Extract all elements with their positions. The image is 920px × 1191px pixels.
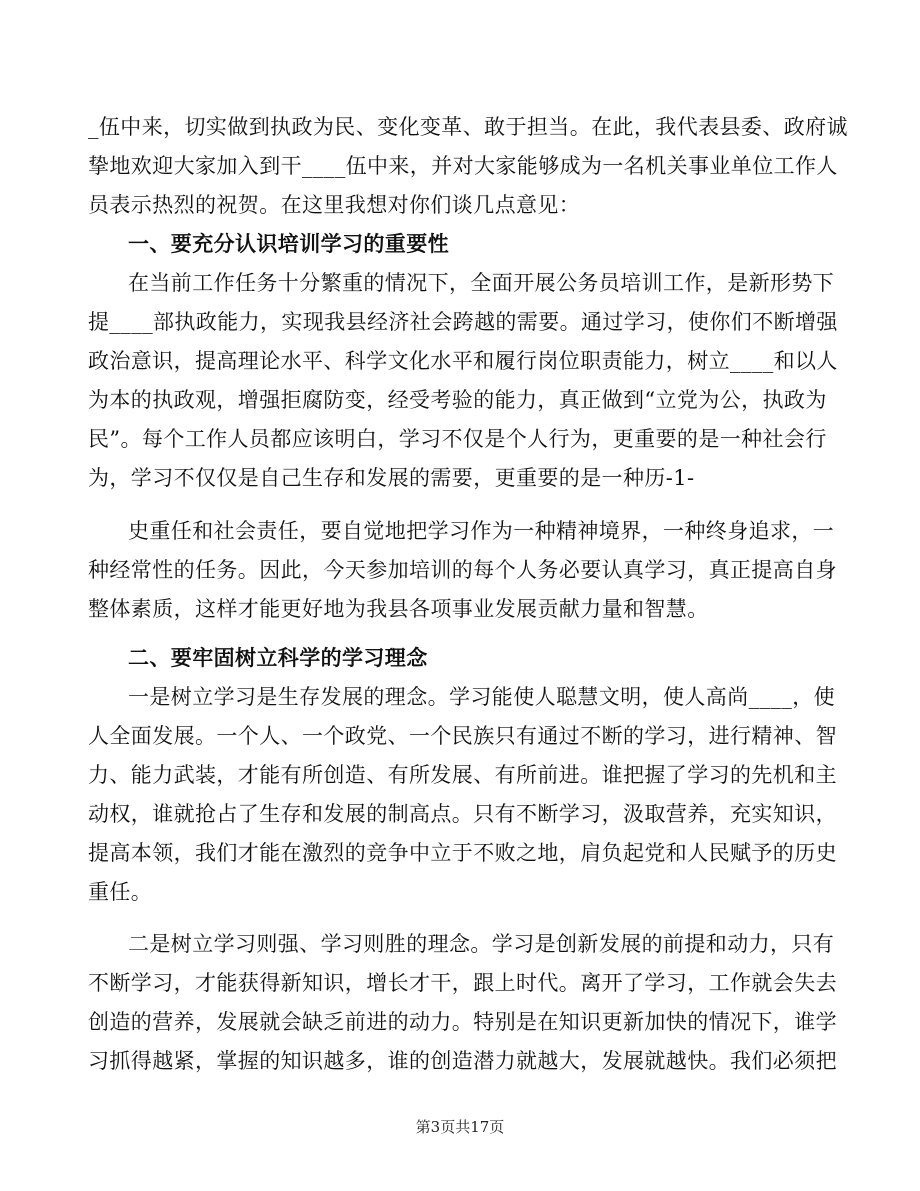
section-heading-2: 二、要牢固树立科学的学习理念: [128, 645, 428, 670]
paragraph-line: 一是树立学习是生存发展的理念。学习能使人聪慧文明，使人高尚____，使: [128, 685, 835, 709]
paragraph-line: 创造的营养，发展就会缺乏前进的动力。特别是在知识更新加快的情况下，谁学: [88, 1010, 837, 1034]
paragraph-line: 动权，谁就抢占了生存和发展的制高点。只有不断学习，汲取营养，充实知识，: [88, 802, 837, 826]
paragraph-line: 挚地欢迎大家加入到干____伍中来，并对大家能够成为一名机关事业单位工作人: [88, 154, 838, 178]
paragraph-line: 整体素质，这样才能更好地为我县各项事业发展贡献力量和智慧。: [88, 597, 709, 621]
paragraph-line: 种经常性的任务。因此，今天参加培训的每个人务必要认真学习，真正提高自身: [88, 558, 837, 582]
paragraph-line: 为，学习不仅仅是自己生存和发展的需要，更重要的是一种历-1-: [88, 466, 695, 490]
section-heading-1: 一、要充分认识培训学习的重要性: [128, 231, 449, 256]
paragraph-line: 提____部执政能力，实现我县经济社会跨越的需要。通过学习，使你们不断增强: [88, 310, 838, 334]
paragraph-line: 提高本领，我们才能在激烈的竞争中立于不败之地，肩负起党和人民赋予的历史: [88, 841, 837, 865]
paragraph-line: 民”。每个工作人员都应该明白，学习不仅是个人行为，更重要的是一种社会行: [88, 427, 827, 451]
paragraph-line: 政治意识，提高理论水平、科学文化水平和履行岗位职责能力，树立____和以人: [88, 349, 838, 373]
paragraph-line: 在当前工作任务十分繁重的情况下，全面开展公务员培训工作，是新形势下: [128, 271, 835, 295]
paragraph-line: 为本的执政观，增强拒腐防变，经受考验的能力，真正做到“立党为公，执政为: [88, 388, 827, 412]
paragraph-line: 重任。: [88, 880, 153, 904]
paragraph-line: 史重任和社会责任，要自觉地把学习作为一种精神境界，一种终身追求，一: [128, 519, 835, 543]
paragraph-line: 力、能力武装，才能有所创造、有所发展、有所前进。谁把握了学习的先机和主: [88, 763, 837, 787]
paragraph-line: 习抓得越紧，掌握的知识越多，谁的创造潜力就越大，发展就越快。我们必须把: [88, 1049, 837, 1073]
paragraph-line: 二是树立学习则强、学习则胜的理念。学习是创新发展的前提和动力，只有: [128, 932, 835, 956]
page-number-footer: 第3页共17页: [415, 1118, 505, 1136]
paragraph-line: 不断学习，才能获得新知识，增长才干，跟上时代。离开了学习，工作就会失去: [88, 971, 837, 995]
paragraph-line: 人全面发展。一个人、一个政党、一个民族只有通过不断的学习，进行精神、智: [88, 724, 837, 748]
paragraph-line: 员表示热烈的祝贺。在这里我想对你们谈几点意见：: [88, 193, 581, 217]
paragraph-line: _伍中来，切实做到执政为民、变化变革、敢于担当。在此，我代表县委、政府诚: [88, 115, 848, 139]
